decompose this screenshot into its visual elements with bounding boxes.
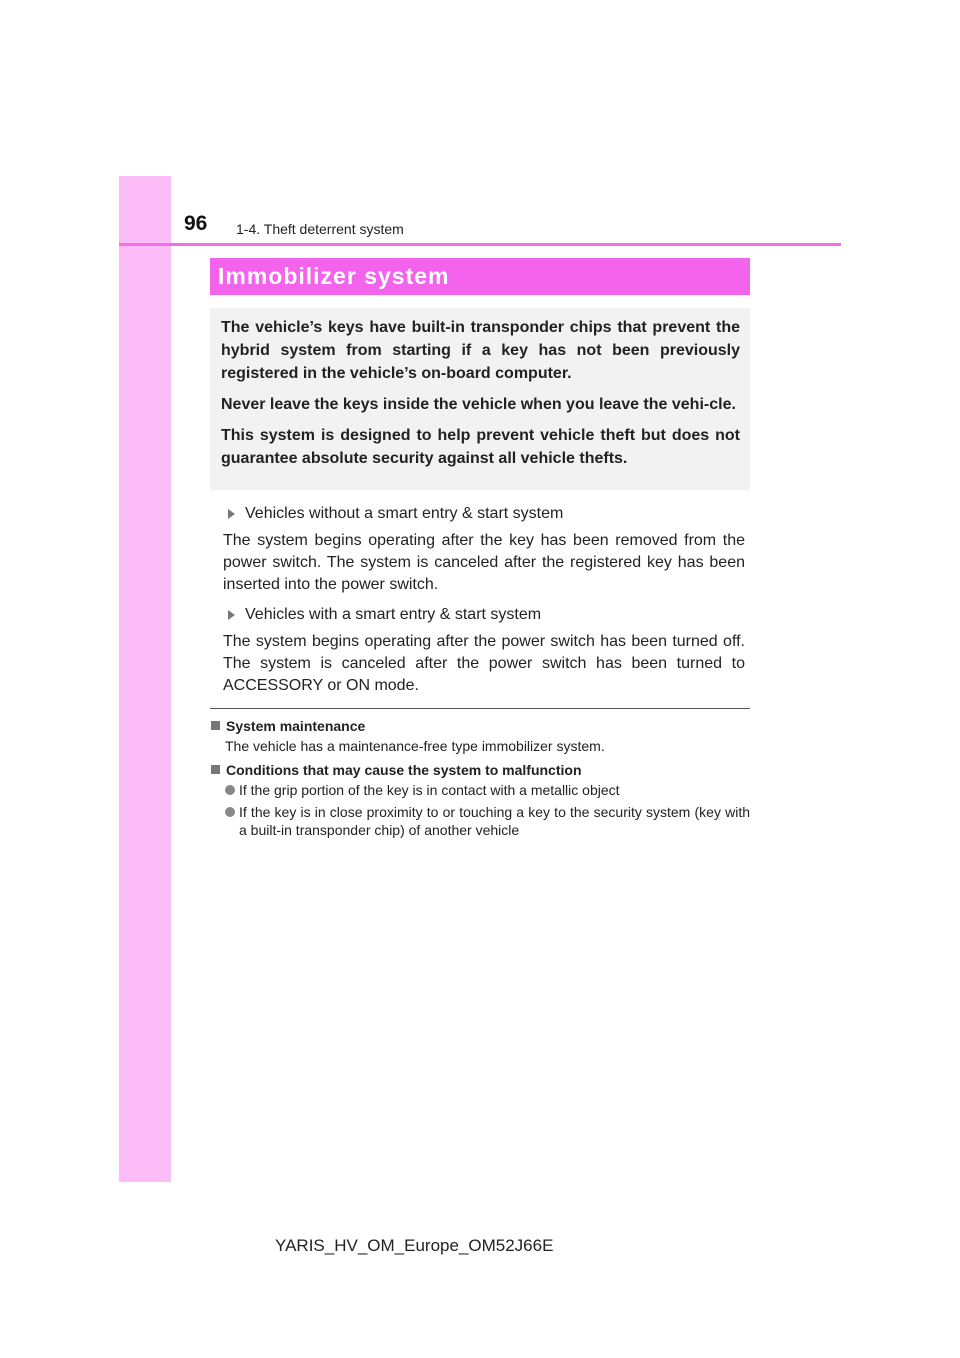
footer-doc-code: YARIS_HV_OM_Europe_OM52J66E [275, 1236, 554, 1255]
case-heading [223, 503, 745, 525]
case-heading-text: Vehicles without a smart entry & start system [245, 505, 564, 522]
side-tab [119, 176, 171, 1182]
dot-bullet-icon [225, 807, 235, 817]
list-item-text: If the key is in close proximity to or touching a key to the security system (key with a built-in transponder chip) of another vehicle [239, 804, 750, 838]
note-heading-text: System maintenance [226, 718, 366, 734]
list-item [225, 781, 750, 799]
note-heading [210, 761, 750, 779]
intro-box [210, 308, 750, 490]
section-label: 1-4. Theft deterrent system [236, 221, 404, 237]
notes-section [210, 717, 750, 843]
header-rule [119, 243, 841, 246]
square-bullet-icon [211, 721, 220, 730]
intro-paragraph: Never leave the keys inside the vehicle when you leave the vehi-cle. [221, 396, 736, 413]
section-divider [210, 708, 750, 709]
page-title: Immobilizer system [210, 258, 750, 295]
triangle-bullet-icon [228, 509, 235, 519]
list-item-text: If the grip portion of the key is in contact with a metallic object [239, 782, 620, 798]
dot-bullet-icon [225, 785, 235, 795]
note-heading-text: Conditions that may cause the system to malfunction [226, 762, 582, 778]
intro-paragraph: The vehicle’s keys have built-in transponder chips that prevent the hybrid system from starting if a key has not been previously registered in the vehicle’s on-board computer. [221, 319, 740, 382]
note-heading [210, 717, 750, 735]
intro-paragraph: This system is designed to help prevent vehicle theft but does not guarantee absolute security against all vehicle thefts. [221, 427, 740, 467]
square-bullet-icon [211, 765, 220, 774]
triangle-bullet-icon [228, 610, 235, 620]
list-item [225, 803, 750, 839]
note-text: The vehicle has a maintenance-free type immobilizer system. [225, 738, 605, 754]
body-area [223, 503, 745, 705]
case-heading [223, 604, 745, 626]
case-heading-text: Vehicles with a smart entry & start system [245, 606, 542, 623]
page-number: 96 [184, 212, 208, 235]
case-text: The system begins operating after the key has been removed from the power switch. The system is canceled after the registered key has been inserted into the power switch. [223, 532, 745, 593]
case-text: The system begins operating after the power switch has been turned off. The system is canceled after the power switch has been turned to ACCESSORY or ON mode. [223, 633, 745, 694]
